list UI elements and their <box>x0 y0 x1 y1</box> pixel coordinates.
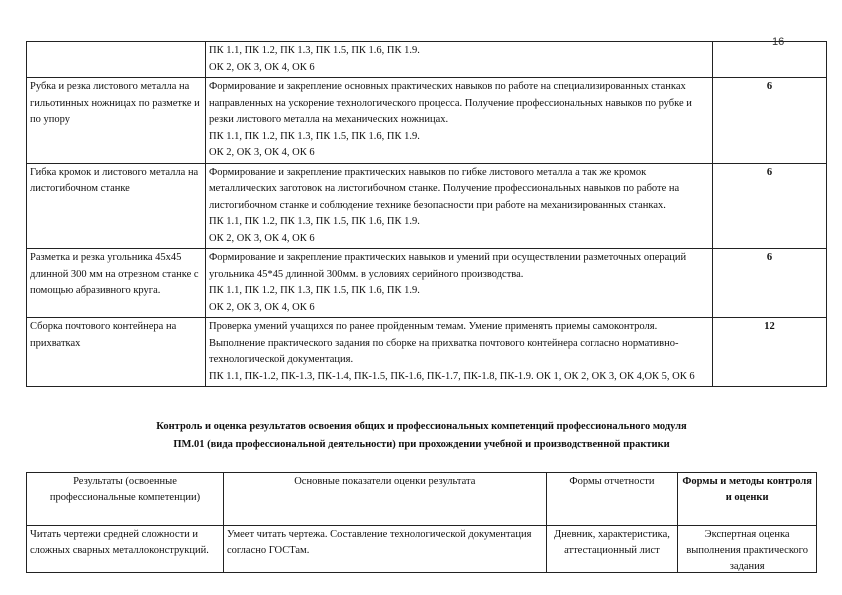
topic-content-cell <box>206 78 713 164</box>
topic-content-cell <box>206 318 713 387</box>
column-header-indicators: Основные показатели оценки результата <box>223 473 546 526</box>
control-method-cell: Экспертная оценка выполнения практического задания <box>678 526 817 573</box>
assessment-table <box>26 472 817 573</box>
topic-description: Формирование и закрепление основных практических навыков по работе на специализированных станках направленных на ускорение технологического процесса. Получение профессиональных навыков по рубке и резки листового металла на механических ножницах. <box>209 81 692 125</box>
topic-hours-cell: 6 <box>713 163 827 249</box>
result-cell: Читать чертежи средней сложности и сложных сварных металлоконструкций. <box>27 526 224 573</box>
general-competency-codes: ОК 2, ОК 3, ОК 4, ОК 6 <box>209 301 315 313</box>
table-row <box>27 526 817 573</box>
topic-description: Проверка умений учащихся по ранее пройденным темам. Умение применять приемы самоконтроля. Выполнение практического задания по сборке на прихватка почтового контейнера согласно нормативно-технологической документация. <box>209 321 679 365</box>
table-row <box>27 163 827 249</box>
table-row <box>27 249 827 318</box>
section-heading-line-1: Контроль и оценка результатов освоения общих и профессиональных компетенций профессионального модуля <box>156 421 687 432</box>
section-heading-line-2: ПМ.01 (вида профессиональной деятельности) при прохождении учебной и производственной практики <box>173 439 670 450</box>
general-competency-codes: ОК 2, ОК 3, ОК 4, ОК 6 <box>209 232 315 244</box>
competency-codes: ПК 1.1, ПК 1.2, ПК 1.3, ПК 1.5, ПК 1.6, ПК 1.9. <box>209 285 420 296</box>
topic-content-cell <box>206 163 713 249</box>
page-number: 16 <box>772 36 785 48</box>
topic-description: Формирование и закрепление практических навыков и умений при осуществлении разметочных операций угольника 45*45 длинной 300мм. в условиях серийного производства. <box>209 252 687 280</box>
topic-description: Формирование и закрепление практических навыков по гибке листового металла а так же кромок металлических заготовок на листогибочном станке. Получение профессиональных навыков по работе на листогибочном станке и соблюдение технике безопасности при работе на механизированных станках. <box>209 166 680 211</box>
topic-name-cell: Разметка и резка угольника 45х45 длинной 300 мм на отрезном станке с помощью абразивного круга. <box>27 249 206 318</box>
table-header-row <box>27 473 817 526</box>
table-row <box>27 78 827 164</box>
practice-topics-table <box>26 41 827 387</box>
topic-hours-cell: 6 <box>713 249 827 318</box>
topic-content-cell <box>206 249 713 318</box>
column-header-control-methods: Формы и методы контроля и оценки <box>678 473 817 526</box>
topic-content-cell <box>206 42 713 78</box>
topic-name-cell: Рубка и резка листового металла на гильотинных ножницах по разметке и по упору <box>27 78 206 164</box>
competency-codes: ПК 1.1, ПК-1.2, ПК-1.3, ПК-1.4, ПК-1.5, ПК-1.6, ПК-1.7, ПК-1.8, ПК-1.9. ОК 1, ОК 2, ОК 3, ОК 4,ОК 5, ОК 6 <box>209 370 695 382</box>
topic-hours-cell <box>713 42 827 78</box>
general-competency-codes: ОК 2, ОК 3, ОК 4, ОК 6 <box>209 147 315 158</box>
topic-name-cell <box>27 42 206 78</box>
topic-hours-cell: 6 <box>713 78 827 164</box>
competency-codes: ПК 1.1, ПК 1.2, ПК 1.3, ПК 1.5, ПК 1.6, ПК 1.9. <box>209 45 420 56</box>
general-competency-codes: ОК 2, ОК 3, ОК 4, ОК 6 <box>209 61 315 73</box>
column-header-results: Результаты (освоенные профессиональные компетенции) <box>27 473 224 526</box>
topic-name-cell: Гибка кромок и листового металла на листогибочном станке <box>27 163 206 249</box>
topic-hours-cell: 12 <box>713 318 827 387</box>
report-form-cell: Дневник, характеристика, аттестационный лист <box>546 526 678 573</box>
competency-codes: ПК 1.1, ПК 1.2, ПК 1.3, ПК 1.5, ПК 1.6, ПК 1.9. <box>209 130 420 142</box>
competency-codes: ПК 1.1, ПК 1.2, ПК 1.3, ПК 1.5, ПК 1.6, ПК 1.9. <box>209 216 420 227</box>
topic-name-cell: Сборка почтового контейнера на прихватках <box>27 318 206 387</box>
table-row <box>27 318 827 387</box>
column-header-report-forms: Формы отчетности <box>546 473 678 526</box>
indicator-cell: Умеет читать чертежа. Составление технологической документация согласно ГОСТам. <box>223 526 546 573</box>
table-row <box>27 42 827 78</box>
